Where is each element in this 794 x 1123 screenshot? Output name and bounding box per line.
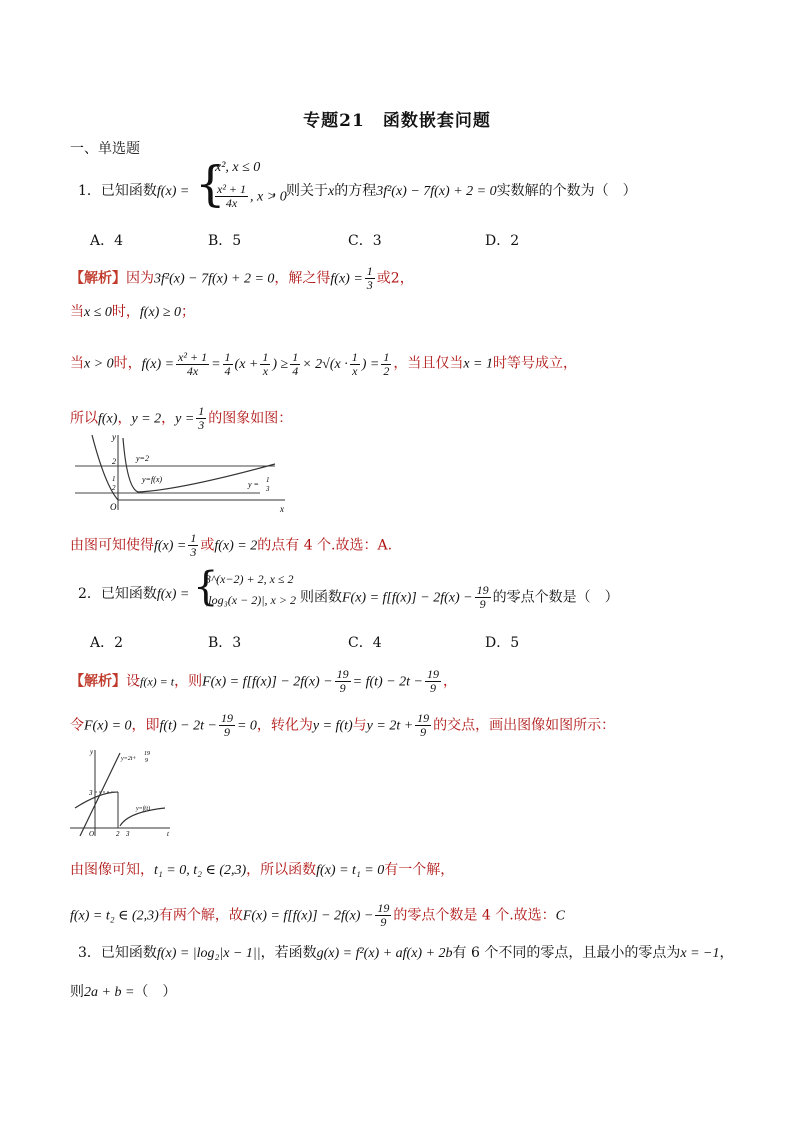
q1-graph-x-label: x [280,504,284,514]
s: × 2√(x · [302,356,348,372]
s: ， [399,270,414,287]
s: ，转化为 [256,717,313,734]
s: 由图可知使得 [70,537,154,554]
q1-var: x [328,184,335,199]
solution-tag: 【解析】 [70,270,126,287]
s: 与 [352,717,367,734]
s: C [555,908,566,924]
s: 1 [383,350,390,364]
s: 3 [366,278,373,292]
s: 9 [339,681,346,695]
q1-case2-num: x² + 1 [217,182,247,196]
solution-tag: 【解析】 [70,673,126,690]
q2-graph-ft-left [75,792,118,808]
s: 2a + b = [84,985,135,1000]
q1-eq-text: 的方程 [334,183,377,199]
s: 1 [292,350,299,364]
s: 1 [366,264,373,278]
q1-graph-origin: O [110,502,117,512]
q2-option-d[interactable]: D．5 [485,635,520,651]
s: ； [181,304,196,320]
s: ， [443,673,458,690]
s: 所以 [70,410,98,427]
s: 1 [224,350,231,364]
q2-solution-line1 [70,668,457,695]
q1-stem-tail [272,181,637,202]
q1-solution-line3 [70,351,577,378]
q1-option-a[interactable]: A．4 [90,233,124,249]
s: 2 [390,270,400,287]
q1-graph-tick-2: 2 [112,457,116,466]
s: 有两个解，故 [158,907,243,924]
s: 1 [351,350,358,364]
s: x ≤ 0 [84,305,112,320]
s: 19 [417,711,430,725]
q2-option-a[interactable]: A．2 [90,635,124,651]
s: 2 [383,364,390,378]
s: y = f(t) [312,718,353,734]
q1-graph-label-yfx: y=f(x) [142,475,163,484]
q3-stem-line2 [70,982,176,1003]
s: 则函数 [300,589,342,606]
s: 因为 [126,270,154,287]
s: x = 1 [463,356,494,372]
s: 时， [113,355,142,372]
s: 9 [380,915,387,929]
s: 的点有 4 个.故选：A. [257,537,393,554]
s: y = 2 [131,411,162,427]
section-heading: 一、单选题 [70,141,140,157]
s: 的图象如图： [208,410,293,427]
q2-graph-tick-2: 2 [116,830,120,838]
q3-number: 3．已知函数 [78,945,157,961]
q1-solution-line1 [70,265,414,292]
s: （ ） [134,984,177,1000]
s: f(x) = [330,271,363,287]
q2-brace: { [193,564,219,610]
s: 时等号成立， [493,355,578,372]
s: 时， [111,304,140,320]
s: x = −1 [680,946,720,961]
q2-graph-ft-label: y=f(t) [136,806,151,812]
s: 3 [190,545,197,559]
q1-solution-line2 [70,302,195,323]
s: 则 [70,984,84,1000]
s: 或 [376,270,391,287]
q2-graph-tick-3x: 3 [126,830,130,838]
page-title: 专题21 函数嵌套问题 [303,111,491,131]
s: 3 [198,418,205,432]
q1-option-d[interactable]: D．2 [485,233,520,249]
s: 当 [70,355,84,372]
q1-graph-third-label: y = [248,480,259,489]
s: 9 [479,597,486,611]
q2-graph-line [80,753,120,836]
s: = f(t) − 2t − [352,674,424,690]
q2-stem-tail [300,584,619,611]
q2-graph-t-label: t [167,830,169,838]
q3-stem-line1 [78,943,733,964]
q2-case2: |log₃(x − 2)|, x > 2 [205,593,296,607]
q2-graph-line-num: 19 [144,751,150,757]
q2-fx: f(x) = [156,587,190,602]
q1-option-c[interactable]: C．3 [348,233,382,249]
q2-number: 2．已知函数 [78,586,157,602]
s: f(x) = [141,356,175,372]
s: x [352,364,358,378]
s: ，解之得 [274,270,331,287]
q1-graph-y-label: y [112,432,116,442]
s: 的零点个数是（ ） [492,589,619,606]
s: y = [175,411,195,427]
s: 19 [377,901,390,915]
s: 19 [476,583,489,597]
q1-tail: 实数解的个数为（ ） [496,183,637,199]
s: 9 [430,681,437,695]
s: 或 [200,537,215,554]
s: f(t) − 2t − [159,718,217,734]
s: x [262,364,269,378]
s: 19 [336,667,349,681]
s: ， [161,410,176,427]
s: 4x [186,364,199,378]
q1-after: ，则关于 [272,183,328,199]
s: ，则 [174,673,203,690]
q1-graph-third-num: 1 [266,476,270,484]
s: F(x) = f[f(x)] − 2f(x) − [342,590,473,606]
s: f(x) = 2 [214,538,258,554]
q2-graph-line-den: 9 [145,758,148,764]
q2-graph-y-label: y [90,748,94,756]
s: ，当且仅当 [393,355,464,372]
s: 19 [220,711,233,725]
q1-brace: { [195,156,226,212]
q2-solution-line4 [70,902,565,929]
s: 设 [126,673,140,690]
s: ，若函数 [260,945,317,961]
s: 令 [70,717,84,734]
s: f(x) = t [140,674,175,689]
s: 9 [223,725,230,739]
s: t₁ = 0, t₂ ∈ (2,3) [154,863,247,878]
s: 有一个解， [384,862,455,878]
q2-graph [70,748,180,838]
s: 1 [198,404,205,418]
s: ，即 [131,717,160,734]
q1-graph-label-y2: y=2 [136,454,149,463]
s: 的零点个数是 4 个.故选： [393,907,556,924]
s: f(x) = |log₂|x − 1|| [156,946,261,961]
q1-case2-cond: , x > 0 [250,189,287,205]
q1-graph-half-num: 1 [112,475,116,483]
q2-stem [78,584,189,605]
s: 的交点，画出图像如图所示： [433,717,616,734]
q1-graph-third-den: 3 [266,485,270,493]
q1-conclusion [70,532,392,559]
s: ，所以函数 [246,862,317,878]
q1-option-b[interactable]: B．5 [208,233,242,249]
q1-stem [78,181,189,202]
s: 1 [262,350,269,364]
s: ， [719,945,734,961]
s: = 0 [236,718,257,734]
s: 当 [70,304,84,320]
s: g(x) = f²(x) + af(x) + 2b [316,946,453,961]
q2-solution-line2 [70,712,615,739]
s: 4 [292,364,299,378]
s: x > 0 [84,356,114,372]
s: ) ≥ [272,356,289,372]
q1-equation: 3f²(x) − 7f(x) + 2 = 0 [376,184,497,199]
q1-solution-line4 [70,405,292,432]
q2-graph-tick-3: 3 [89,789,93,797]
s: y = 2t + [366,718,414,734]
s: 4 [224,364,231,378]
s: = [211,356,221,372]
s: (x + [234,356,259,372]
q2-option-b[interactable]: B．3 [208,635,242,651]
s: 9 [420,725,427,739]
q2-graph-line-label: y=2t+ [121,756,137,762]
s: F(x) = f[f(x)] − 2f(x) − [242,908,374,924]
q2-solution-line3 [70,860,454,881]
s: 由图像可知， [70,862,154,878]
s: 有 6 个不同的零点，且最小的零点为 [452,945,681,961]
q1-fx: f(x) = [156,184,190,199]
q1-graph [70,430,290,515]
q2-option-c[interactable]: C．4 [348,635,382,651]
s: 1 [190,531,197,545]
s: f(x) ≥ 0 [139,305,182,320]
s: x² + 1 [178,350,208,364]
q2-case1: 3^(x−2) + 2, x ≤ 2 [205,572,294,586]
q1-case1: x², x ≤ 0 [215,160,261,175]
q1-number: 1．已知函数 [78,183,157,199]
s: f(x) = t₁ = 0 [316,863,385,878]
s: ， [117,410,132,427]
s: f(x) = [154,538,187,554]
s: F(x) = f[f(x)] − 2f(x) − [202,674,333,690]
s: 3f²(x) − 7f(x) + 2 = 0 [154,271,275,287]
q2-graph-origin: O [89,830,95,838]
s: 19 [427,667,440,681]
q1-graph-half-den: 2 [112,484,116,492]
s: f(x) [98,411,118,427]
q1-case2-den: 4x [225,196,238,210]
s: f(x) = t₂ ∈ (2,3) [70,908,159,924]
s: F(x) = 0 [84,718,132,734]
s: ) = [361,356,380,372]
